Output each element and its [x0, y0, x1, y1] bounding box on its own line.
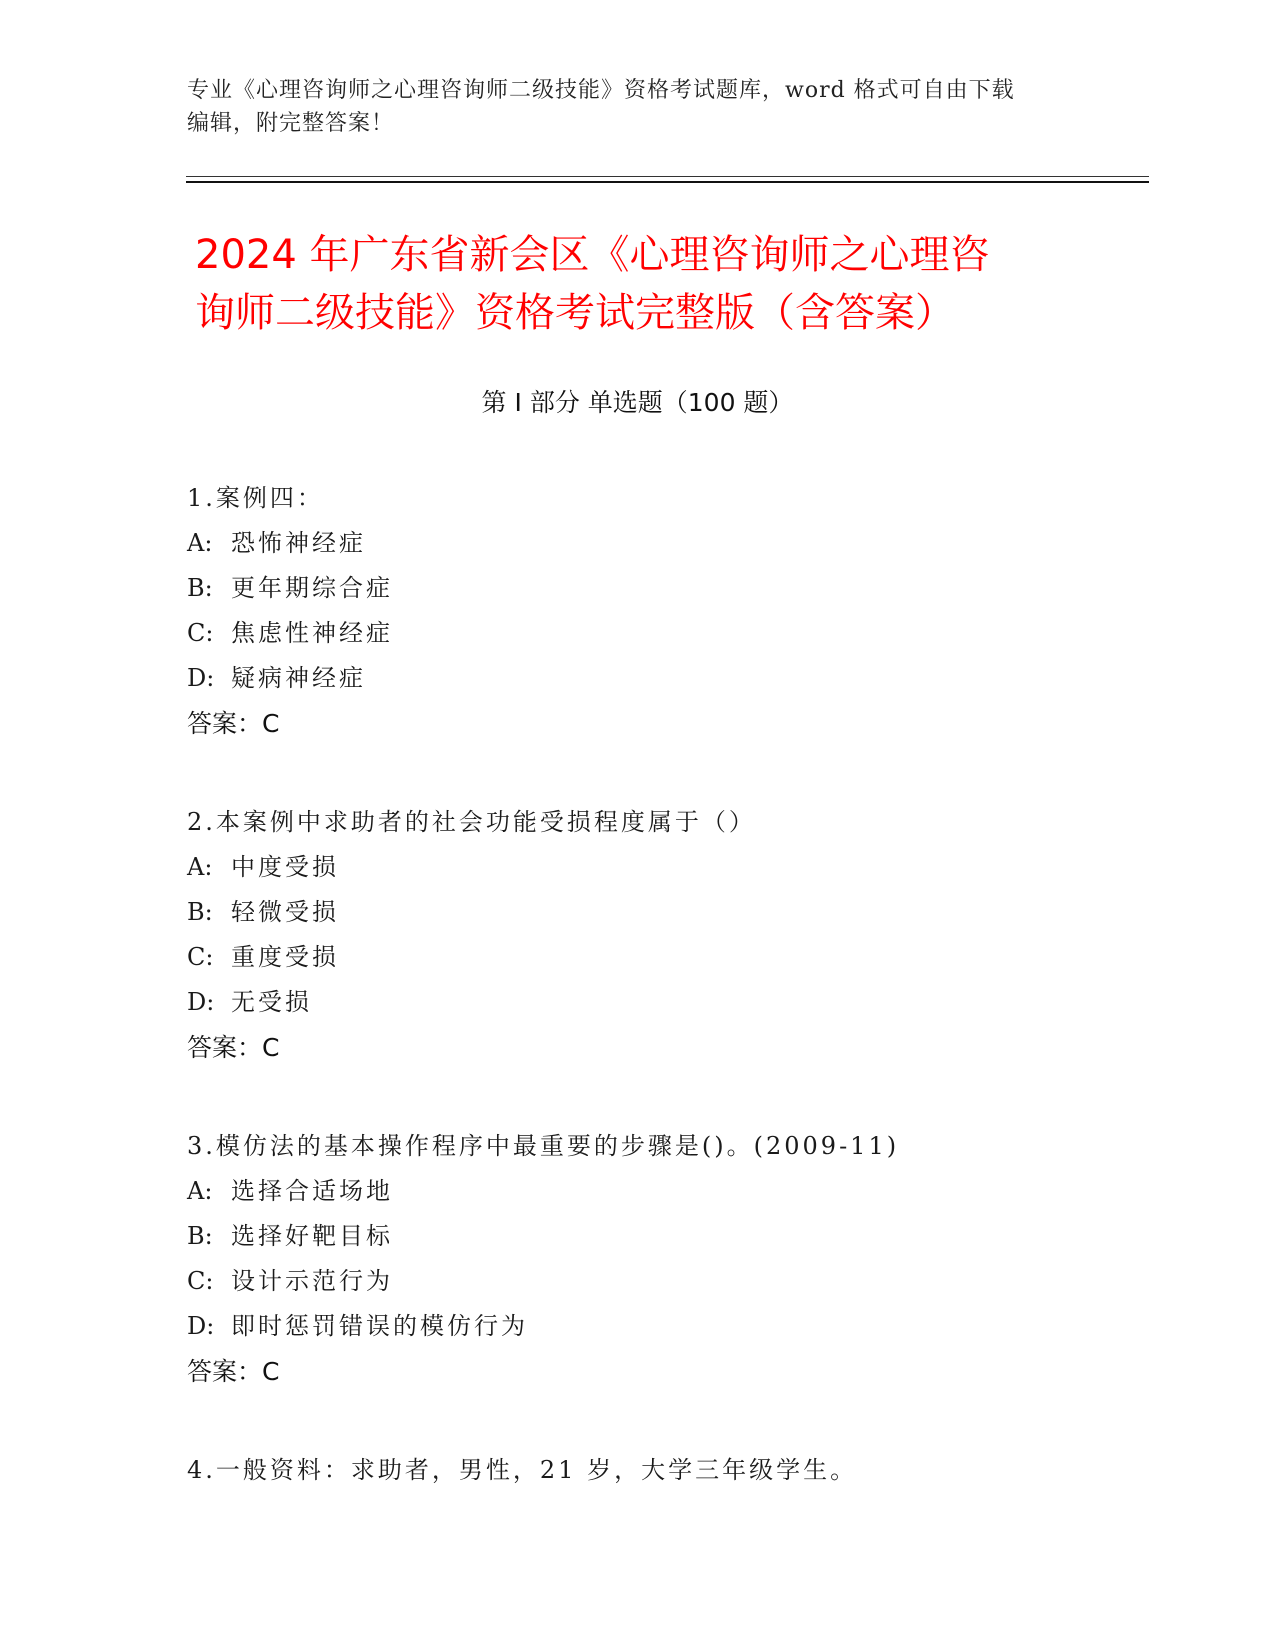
question-item	[187, 1448, 1147, 1493]
answer-line: 答案：C	[187, 1357, 280, 1386]
header-divider-thick	[186, 181, 1149, 183]
option-text: 重度受损	[231, 943, 339, 971]
option-a	[187, 521, 1147, 566]
option-text: 选择好靶目标	[231, 1222, 393, 1250]
option-letter: D:	[187, 664, 215, 692]
option-d	[187, 1304, 1147, 1349]
option-text: 焦虑性神经症	[231, 619, 393, 647]
option-letter: D:	[187, 1312, 215, 1340]
question-item	[187, 1124, 1147, 1394]
document-title-line-2: 询师二级技能》资格考试完整版（含答案）	[195, 290, 955, 336]
option-letter: B:	[187, 898, 213, 926]
document-title	[195, 226, 1095, 342]
option-d	[187, 656, 1147, 701]
question-item	[187, 476, 1147, 746]
option-letter: A:	[187, 529, 213, 557]
option-d	[187, 980, 1147, 1025]
question-stem: 1.案例四：	[187, 484, 324, 512]
question-list	[187, 476, 1147, 1547]
answer-line: 答案：C	[187, 709, 280, 738]
option-text: 选择合适场地	[231, 1177, 393, 1205]
option-text: 中度受损	[231, 853, 339, 881]
option-letter: C:	[187, 1267, 214, 1295]
option-letter: B:	[187, 1222, 213, 1250]
option-c	[187, 935, 1147, 980]
option-text: 疑病神经症	[231, 664, 366, 692]
document-title-line-1: 2024 年广东省新会区《心理咨询师之心理咨	[195, 232, 990, 278]
header-note-line-1: 专业《心理咨询师之心理咨询师二级技能》资格考试题库，word 格式可自由下载	[187, 78, 1015, 103]
header-note-line-2: 编辑，附完整答案！	[187, 111, 395, 136]
question-stem: 4.一般资料：求助者，男性，21 岁，大学三年级学生。	[187, 1456, 858, 1484]
option-letter: C:	[187, 619, 214, 647]
section-heading: 第 I 部分 单选题（100 题）	[481, 388, 794, 417]
header-note	[187, 74, 1067, 140]
question-item	[187, 800, 1147, 1070]
option-b	[187, 566, 1147, 611]
option-letter: A:	[187, 1177, 213, 1205]
option-text: 设计示范行为	[231, 1267, 393, 1295]
option-letter: C:	[187, 943, 214, 971]
question-stem: 2.本案例中求助者的社会功能受损程度属于（）	[187, 808, 756, 836]
option-text: 轻微受损	[231, 898, 339, 926]
option-text: 更年期综合症	[231, 574, 393, 602]
answer-line: 答案：C	[187, 1033, 280, 1062]
option-a	[187, 845, 1147, 890]
option-c	[187, 611, 1147, 656]
option-b	[187, 890, 1147, 935]
option-b	[187, 1214, 1147, 1259]
question-stem: 3.模仿法的基本操作程序中最重要的步骤是()。(2009-11)	[187, 1132, 900, 1160]
header-divider-thin	[186, 176, 1149, 177]
option-text: 无受损	[231, 988, 312, 1016]
option-letter: D:	[187, 988, 215, 1016]
option-text: 恐怖神经症	[231, 529, 366, 557]
option-a	[187, 1169, 1147, 1214]
option-c	[187, 1259, 1147, 1304]
option-text: 即时惩罚错误的模仿行为	[231, 1312, 528, 1340]
option-letter: B:	[187, 574, 213, 602]
option-letter: A:	[187, 853, 213, 881]
